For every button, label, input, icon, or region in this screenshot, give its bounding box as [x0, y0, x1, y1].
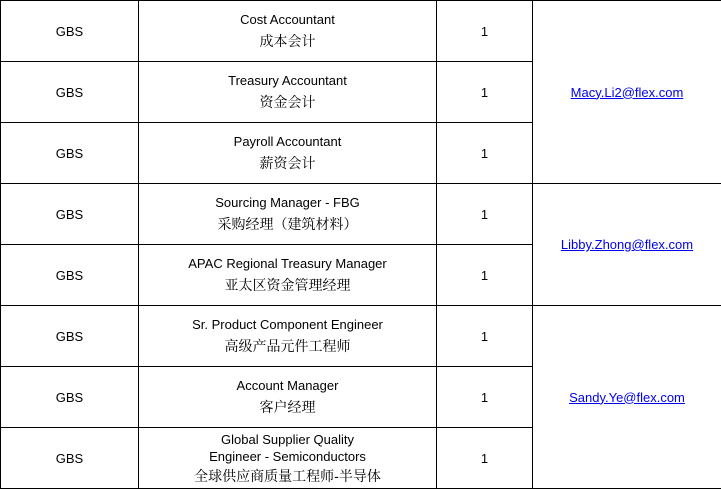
position-title-cn: 亚太区资金管理经理 — [224, 277, 351, 293]
contact-email-link[interactable]: Libby.Zhong@flex.com — [560, 237, 694, 252]
position-title-en: Treasury Accountant — [228, 73, 347, 88]
contact-email-link[interactable]: Sandy.Ye@flex.com — [569, 389, 685, 405]
department-cell: GBS — [1, 1, 139, 62]
department-cell: GBS — [1, 62, 139, 123]
position-title-cn: 成本会计 — [259, 33, 316, 49]
position-title-en: Payroll Accountant — [233, 134, 342, 149]
headcount-cell: 1 — [437, 184, 533, 245]
headcount-cell: 1 — [437, 245, 533, 306]
position-title-en: Sr. Product Component Engineer — [192, 317, 383, 332]
position-title-cn: 客户经理 — [259, 399, 316, 415]
position-cell — [139, 123, 437, 184]
position-title-cn: 薪资会计 — [259, 155, 316, 171]
position-cell — [139, 245, 437, 306]
headcount-cell: 1 — [437, 1, 533, 62]
table-row — [1, 306, 721, 367]
department-cell: GBS — [1, 428, 139, 489]
position-cell — [139, 428, 437, 489]
position-cell — [139, 306, 437, 367]
position-cell — [139, 184, 437, 245]
contact-cell — [533, 184, 721, 306]
position-title-cn: 采购经理（建筑材料） — [217, 216, 358, 232]
position-title-en: APAC Regional Treasury Manager — [188, 256, 387, 271]
headcount-cell: 1 — [437, 306, 533, 367]
position-title-en: Cost Accountant — [240, 12, 335, 27]
department-cell: GBS — [1, 184, 139, 245]
position-cell — [139, 62, 437, 123]
contact-email-link[interactable]: Macy.Li2@flex.com — [570, 84, 684, 100]
position-title-cn: 高级产品元件工程师 — [224, 338, 351, 354]
contact-cell — [533, 306, 721, 489]
department-cell: GBS — [1, 306, 139, 367]
table-row — [1, 184, 721, 245]
contact-cell — [533, 1, 721, 184]
department-cell: GBS — [1, 123, 139, 184]
position-cell — [139, 367, 437, 428]
headcount-cell: 1 — [437, 62, 533, 123]
position-title-en-line2: Engineer - Semiconductors — [209, 448, 366, 464]
position-title-en: Sourcing Manager - FBG — [215, 195, 360, 210]
position-title-en: Account Manager — [236, 378, 339, 393]
department-cell: GBS — [1, 367, 139, 428]
position-cell — [139, 1, 437, 62]
department-cell: GBS — [1, 245, 139, 306]
position-title-en-line1: Global Supplier Quality — [221, 431, 354, 447]
headcount-cell: 1 — [437, 367, 533, 428]
position-title-cn: 资金会计 — [259, 94, 316, 110]
position-title-cn: 全球供应商质量工程师-半导体 — [194, 467, 381, 484]
headcount-cell: 1 — [437, 428, 533, 489]
headcount-cell: 1 — [437, 123, 533, 184]
table-row — [1, 1, 721, 62]
